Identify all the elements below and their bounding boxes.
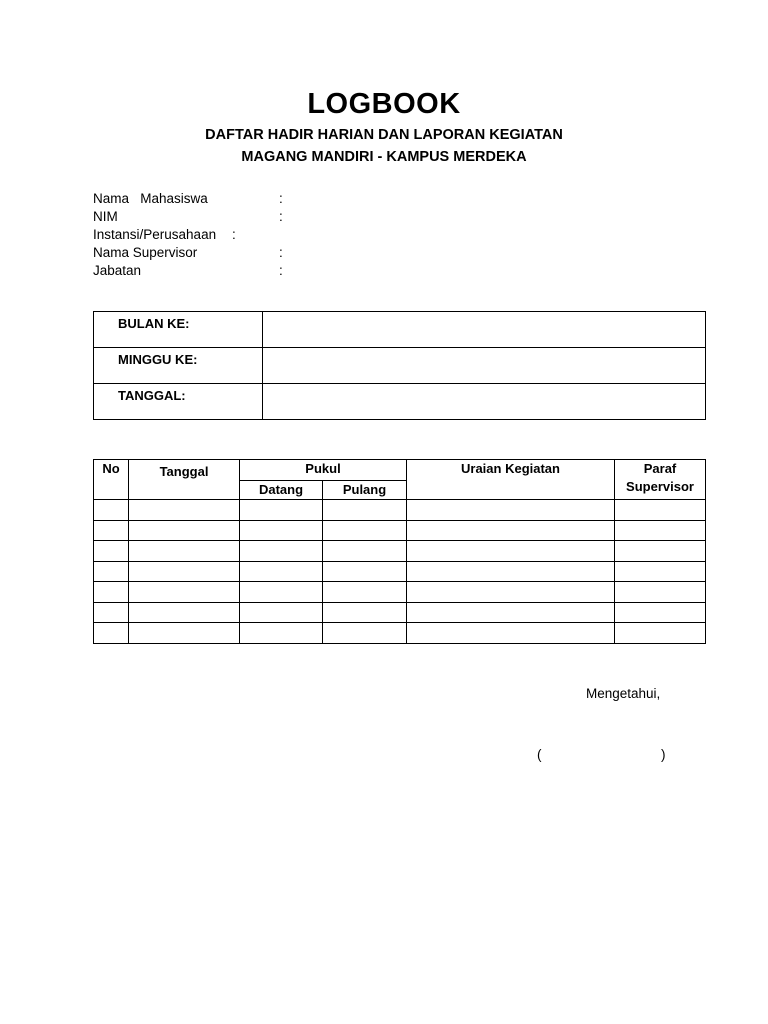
info-colon: : bbox=[279, 209, 283, 224]
table-row bbox=[94, 582, 706, 603]
cell-datang[interactable] bbox=[240, 561, 323, 582]
cell-uraian[interactable] bbox=[407, 541, 615, 562]
info-row-supervisor bbox=[93, 244, 393, 262]
period-value-bulan[interactable] bbox=[263, 312, 706, 348]
cell-no[interactable] bbox=[94, 520, 129, 541]
header-paraf bbox=[615, 460, 706, 500]
cell-uraian[interactable] bbox=[407, 582, 615, 603]
table-row bbox=[94, 602, 706, 623]
table-row bbox=[94, 561, 706, 582]
cell-tanggal[interactable] bbox=[129, 500, 240, 521]
cell-uraian[interactable] bbox=[407, 520, 615, 541]
header-pulang: Pulang bbox=[323, 481, 407, 500]
document-subtitle-2: MAGANG MANDIRI - KAMPUS MERDEKA bbox=[241, 149, 527, 165]
cell-paraf[interactable] bbox=[615, 500, 706, 521]
cell-paraf[interactable] bbox=[615, 623, 706, 644]
cell-datang[interactable] bbox=[240, 520, 323, 541]
cell-uraian[interactable] bbox=[407, 561, 615, 582]
period-row-minggu bbox=[94, 348, 706, 384]
cell-no[interactable] bbox=[94, 541, 129, 562]
period-label-minggu: MINGGU KE: bbox=[94, 348, 263, 384]
cell-no[interactable] bbox=[94, 561, 129, 582]
info-label-nim: NIM bbox=[93, 209, 118, 224]
cell-datang[interactable] bbox=[240, 541, 323, 562]
acknowledgement-label: Mengetahui, bbox=[586, 686, 661, 701]
cell-paraf[interactable] bbox=[615, 602, 706, 623]
period-row-bulan bbox=[94, 312, 706, 348]
cell-tanggal[interactable] bbox=[129, 541, 240, 562]
period-table bbox=[93, 311, 706, 420]
cell-tanggal[interactable] bbox=[129, 582, 240, 603]
log-header-row bbox=[94, 460, 706, 481]
cell-no[interactable] bbox=[94, 500, 129, 521]
info-row-jabatan bbox=[93, 262, 393, 280]
info-row-instansi bbox=[93, 226, 393, 244]
info-label-instansi: Instansi/Perusahaan bbox=[93, 227, 217, 242]
cell-pulang[interactable] bbox=[323, 541, 407, 562]
cell-pulang[interactable] bbox=[323, 582, 407, 603]
info-colon: : bbox=[279, 245, 283, 260]
cell-uraian[interactable] bbox=[407, 500, 615, 521]
activity-log-table bbox=[93, 459, 706, 644]
info-row-nim bbox=[93, 208, 393, 226]
period-value-minggu[interactable] bbox=[263, 348, 706, 384]
table-row bbox=[94, 500, 706, 521]
cell-uraian[interactable] bbox=[407, 623, 615, 644]
period-label-bulan: BULAN KE: bbox=[94, 312, 263, 348]
cell-paraf[interactable] bbox=[615, 582, 706, 603]
info-colon: : bbox=[232, 227, 236, 242]
table-row bbox=[94, 623, 706, 644]
cell-pulang[interactable] bbox=[323, 500, 407, 521]
header-no: No bbox=[94, 460, 129, 500]
info-colon: : bbox=[279, 191, 283, 206]
header-paraf-line2: Supervisor bbox=[626, 479, 694, 494]
period-value-tanggal[interactable] bbox=[263, 384, 706, 420]
cell-tanggal[interactable] bbox=[129, 623, 240, 644]
cell-tanggal[interactable] bbox=[129, 561, 240, 582]
header-uraian: Uraian Kegiatan bbox=[407, 460, 615, 500]
cell-no[interactable] bbox=[94, 602, 129, 623]
info-label-jabatan: Jabatan bbox=[93, 263, 142, 278]
header-tanggal: Tanggal bbox=[129, 460, 240, 500]
cell-uraian[interactable] bbox=[407, 602, 615, 623]
cell-tanggal[interactable] bbox=[129, 520, 240, 541]
document-title: LOGBOOK bbox=[307, 88, 461, 120]
period-label-tanggal: TANGGAL: bbox=[94, 384, 263, 420]
cell-datang[interactable] bbox=[240, 602, 323, 623]
header-pukul: Pukul bbox=[240, 460, 407, 481]
cell-pulang[interactable] bbox=[323, 602, 407, 623]
cell-pulang[interactable] bbox=[323, 561, 407, 582]
cell-no[interactable] bbox=[94, 623, 129, 644]
table-row bbox=[94, 541, 706, 562]
table-row bbox=[94, 520, 706, 541]
cell-datang[interactable] bbox=[240, 623, 323, 644]
cell-datang[interactable] bbox=[240, 582, 323, 603]
cell-no[interactable] bbox=[94, 582, 129, 603]
document-subtitle-1: DAFTAR HADIR HARIAN DAN LAPORAN KEGIATAN bbox=[205, 127, 563, 143]
header-datang: Datang bbox=[240, 481, 323, 500]
signature-paren-open: ( bbox=[537, 747, 542, 762]
period-row-tanggal bbox=[94, 384, 706, 420]
cell-tanggal[interactable] bbox=[129, 602, 240, 623]
student-info-block bbox=[93, 190, 393, 280]
info-label-nama: Nama Mahasiswa bbox=[93, 191, 208, 206]
info-label-supervisor: Nama Supervisor bbox=[93, 245, 198, 260]
header-paraf-line1: Paraf bbox=[643, 461, 677, 476]
cell-pulang[interactable] bbox=[323, 623, 407, 644]
cell-paraf[interactable] bbox=[615, 520, 706, 541]
cell-pulang[interactable] bbox=[323, 520, 407, 541]
signature-paren-close: ) bbox=[661, 747, 666, 762]
cell-paraf[interactable] bbox=[615, 561, 706, 582]
info-colon: : bbox=[279, 263, 283, 278]
info-row-nama bbox=[93, 190, 393, 208]
cell-datang[interactable] bbox=[240, 500, 323, 521]
cell-paraf[interactable] bbox=[615, 541, 706, 562]
